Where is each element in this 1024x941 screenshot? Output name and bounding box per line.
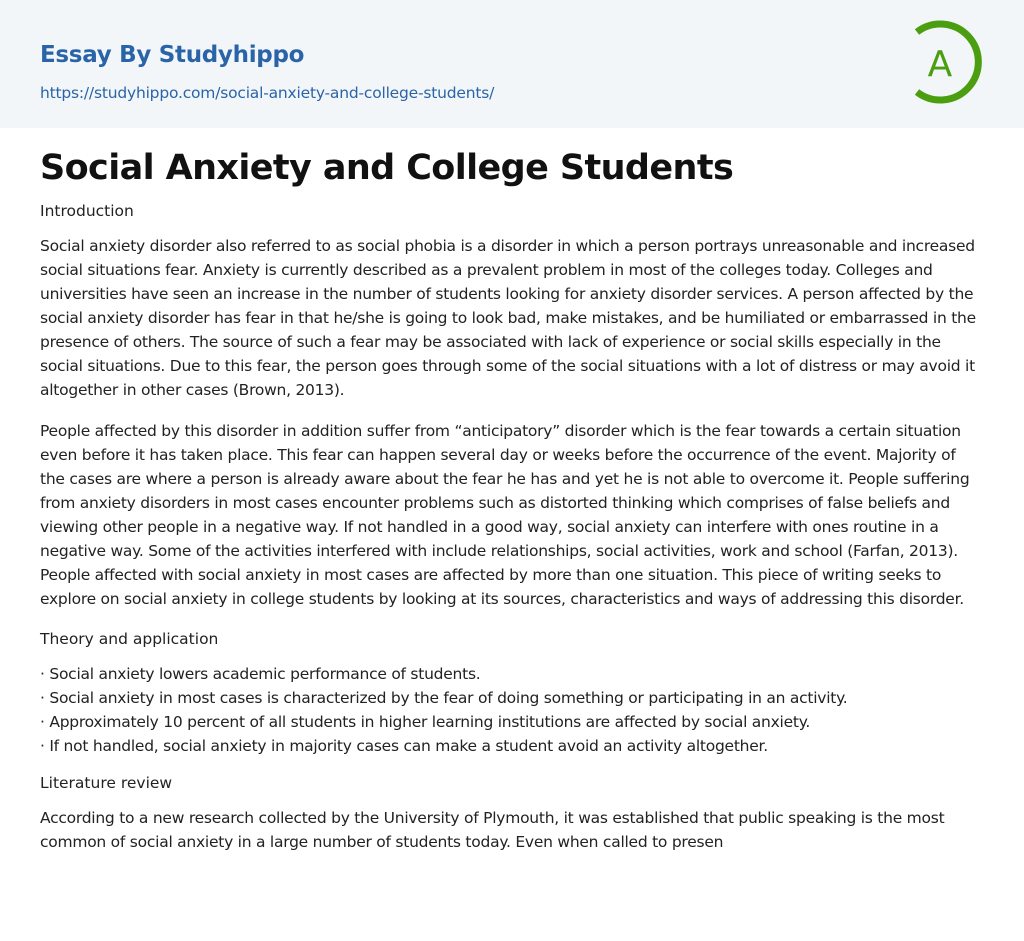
list-item: · Approximately 10 percent of all students in higher learning institutions are affected by social anxiety. bbox=[40, 713, 811, 731]
essay-url-link[interactable]: https://studyhippo.com/social-anxiety-and-college-students/ bbox=[40, 84, 495, 102]
paragraph: People affected by this disorder in addition suffer from “anticipatory” disorder which is the fear towards a certain situation even before it has taken place. This fear can happen several day or weeks before the occurrence of the event. Majority of the cases are where a person is already aware about the fear he has and yet he is not able to overcome it. People suffering from anxiety disorders in most cases encounter problems such as distorted thinking which comprises of false beliefs and viewing other people in a negative way. If not handled in a good way, social anxiety can interfere with ones routine in a negative way. Some of the activities interfered with include relationships, social activities, work and school (Farfan, 2013). People affected with social anxiety in most cases are affected by more than one situation. This piece of writing seeks to explore on social anxiety in college students by looking at its sources, characteristics and ways of addressing this disorder. bbox=[40, 422, 970, 608]
list-item: · Social anxiety in most cases is characterized by the fear of doing something or participating in an activity. bbox=[40, 689, 848, 707]
paragraph: Social anxiety disorder also referred to as social phobia is a disorder in which a person portrays unreasonable and increased social situations fear. Anxiety is currently described as a prevalent problem in most of the colleges today. Colleges and universities have seen an increase in the number of students looking for anxiety disorder services. A person affected by the social anxiety disorder has fear in that he/she is going to look bad, make mistakes, and be humiliated or embarrassed in the presence of others. The source of such a fear may be associated with lack of experience or social skills especially in the social situations. Due to this fear, the person goes through some of the social situations with a lot of distress or may avoid it altogether in other cases (Brown, 2013). bbox=[40, 237, 976, 399]
studyhippo-logo-icon bbox=[905, 20, 987, 104]
section-heading-literature: Literature review bbox=[40, 774, 173, 792]
list-item: · Social anxiety lowers academic performance of students. bbox=[40, 665, 481, 683]
list-item: · If not handled, social anxiety in majority cases can make a student avoid an activity altogether. bbox=[40, 737, 768, 755]
page-title: Social Anxiety and College Students bbox=[40, 148, 734, 188]
section-heading-introduction: Introduction bbox=[40, 202, 134, 220]
svg-text:A: A bbox=[927, 44, 953, 85]
article bbox=[0, 146, 1024, 854]
section-heading-theory: Theory and application bbox=[40, 630, 219, 648]
paragraph: According to a new research collected by the University of Plymouth, it was established that public speaking is the most common of social anxiety in a large number of students today. Even when called to presen bbox=[40, 809, 945, 851]
brand-name: Essay By Studyhippo bbox=[40, 42, 305, 68]
site-header bbox=[0, 0, 1024, 128]
bullet-list bbox=[40, 662, 984, 758]
